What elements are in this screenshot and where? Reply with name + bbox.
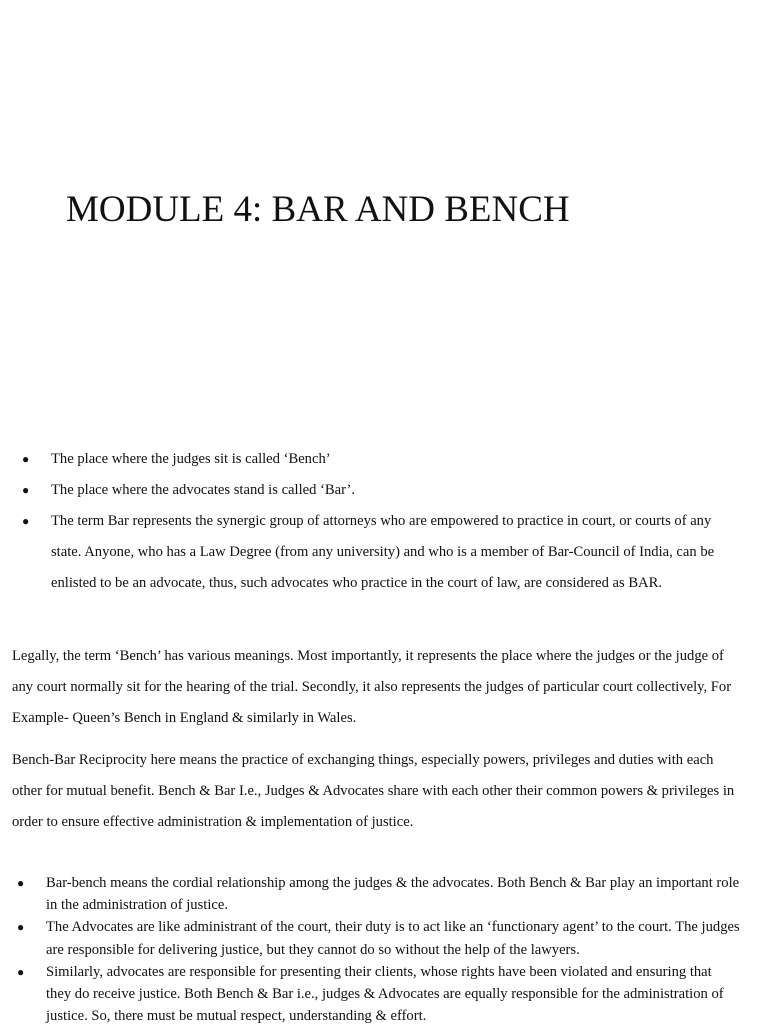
bullet-icon: ● xyxy=(17,964,25,979)
bullet-icon: ● xyxy=(22,452,30,466)
list-item-text: The place where the advocates stand is called ‘Bar’. xyxy=(51,482,356,498)
list-item xyxy=(0,961,768,1027)
bullet-icon: ● xyxy=(17,876,25,890)
list-item xyxy=(0,444,768,475)
reciprocity-paragraph: Bench-Bar Reciprocity here means the practice of exchanging things, especially powers, privileges and duties with each other for mutual benefit. Bench & Bar I.e., Judges & Advocates share with each other their common powers & privileges in order to ensure effective administration & implementation of justice. xyxy=(12,752,735,830)
list-item-text: Bar-bench means the cordial relationship among the judges & the advocates. Both Bench & Bar play an important role in the administration of justice. xyxy=(46,875,740,914)
bench-meaning-paragraph: Legally, the term ‘Bench’ has various meanings. Most importantly, it represents the place where the judges or the judge of any court normally sit for the hearing of the trial. Secondly, it also represents the judges of particular court collectively, For Example- Queen’s Bench in England & similarly in Wales. xyxy=(12,648,732,726)
list-item-text: Similarly, advocates are responsible for presenting their clients, whose rights have been violated and ensuring that they do receive justice. Both Bench & Bar i.e., judges & Advocates are equally responsible for the administration of justice. So, there must be mutual respect, understanding & effort. xyxy=(46,963,724,1025)
bench-bar-definitions-list xyxy=(0,444,768,599)
bullet-icon: ● xyxy=(22,514,30,528)
list-item-text: The Advocates are like administrant of the court, their duty is to act like an ‘functionary agent’ to the court. The judges are responsible for delivering justice, but they cannot do so without the help of the lawyers. xyxy=(46,919,740,958)
list-item xyxy=(0,475,768,506)
bar-bench-relationship-list xyxy=(0,872,768,1027)
bullet-icon: ● xyxy=(22,483,30,497)
list-item xyxy=(0,872,768,916)
list-item xyxy=(0,916,768,960)
bullet-icon: ● xyxy=(17,920,25,935)
list-item xyxy=(0,506,768,599)
list-item-text: The place where the judges sit is called ‘Bench’ xyxy=(51,451,331,467)
page-title: MODULE 4: BAR AND BENCH xyxy=(66,189,570,230)
list-item-text: The term Bar represents the synergic group of attorneys who are empowered to practice in court, or courts of any state. Anyone, who has a Law Degree (from any university) and who is a member of Bar-Council of India, can be enlisted to be an advocate, thus, such advocates who practice in the court of law, are considered as BAR. xyxy=(51,513,715,591)
